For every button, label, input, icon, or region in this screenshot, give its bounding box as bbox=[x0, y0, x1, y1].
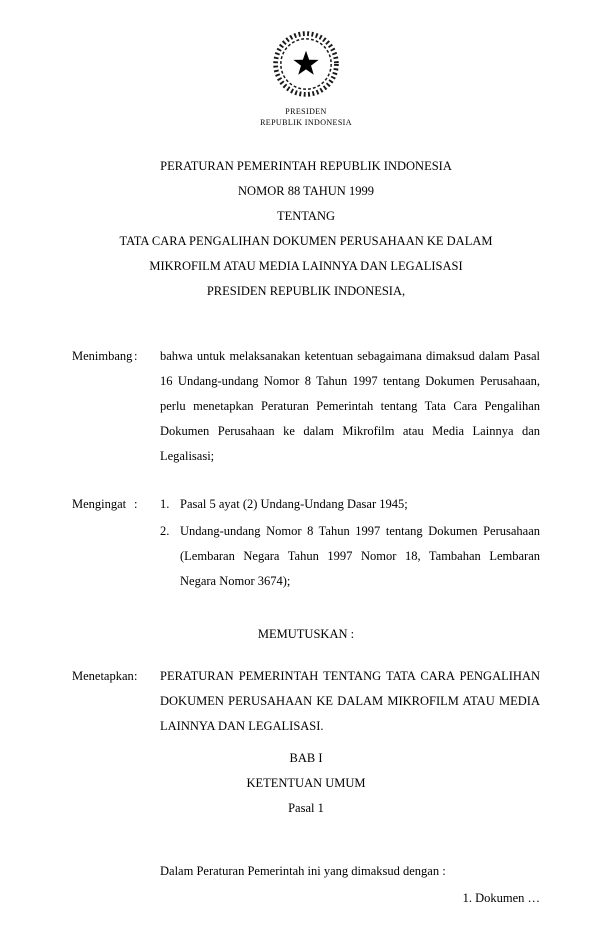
title-line-presiden: PRESIDEN REPUBLIK INDONESIA, bbox=[206, 284, 406, 298]
title-line-nomor: NOMOR 88 TAHUN 1999 bbox=[238, 184, 374, 198]
clause-colon: : bbox=[134, 669, 138, 683]
document-title bbox=[0, 154, 612, 304]
clause-label: Mengingat bbox=[72, 497, 127, 511]
memutuskan-heading: MEMUTUSKAN : bbox=[257, 627, 355, 641]
title-line-subject-2: MIKROFILM ATAU MEDIA LAINNYA DAN LEGALISASI bbox=[149, 259, 463, 273]
title-line-subject-1: TATA CARA PENGALIHAN DOKUMEN PERUSAHAAN KE DALAM bbox=[119, 234, 493, 248]
page-catchword: 1. Dokumen … bbox=[462, 891, 540, 905]
chapter-heading bbox=[0, 746, 612, 821]
list-item-text: Undang-undang Nomor 8 Tahun 1997 tentang Dokumen Perusahaan (Lembaran Negara Tahun 1997 Nomor 18, Tambahan Lembaran Negara Nomor 3674); bbox=[180, 524, 540, 588]
title-line-tentang: TENTANG bbox=[276, 209, 335, 223]
emblem-block bbox=[0, 0, 612, 128]
clause-mengingat bbox=[72, 492, 540, 594]
pasal-intro-text: Dalam Peraturan Pemerintah ini yang dimaksud dengan : bbox=[160, 864, 446, 878]
clause-label: Menimbang bbox=[72, 349, 133, 363]
emblem-caption-presiden: PRESIDEN bbox=[285, 107, 327, 116]
list-item-number: 1. bbox=[160, 497, 170, 511]
list-item bbox=[160, 492, 540, 517]
clause-menetapkan bbox=[72, 664, 540, 739]
clause-colon: : bbox=[134, 349, 138, 363]
list-item-number: 2. bbox=[160, 524, 170, 538]
clause-text: PERATURAN PEMERINTAH TENTANG TATA CARA PENGALIHAN DOKUMEN PERUSAHAAN KE DALAM MIKROFILM ATAU MEDIA LAINNYA DAN LEGALISASI. bbox=[160, 669, 540, 733]
pasal-number: Pasal 1 bbox=[288, 801, 324, 815]
clause-text: bahwa untuk melaksanakan ketentuan sebagaimana dimaksud dalam Pasal 16 Undang-undang Nomor 8 Tahun 1997 tentang Dokumen Perusahaan, perlu menetapkan Peraturan Pemerintah tentang Tata Cara Pengalihan Dokumen Perusahaan ke dalam Mikrofilm atau Media Lainnya dan Legalisasi; bbox=[160, 349, 540, 463]
state-emblem-icon bbox=[266, 26, 346, 102]
star-icon bbox=[293, 51, 318, 75]
bab-number: BAB I bbox=[289, 751, 323, 765]
list-item bbox=[160, 519, 540, 594]
emblem-caption-republik: REPUBLIK INDONESIA bbox=[260, 118, 352, 127]
clause-label: Menetapkan bbox=[72, 669, 134, 683]
title-line-peraturan: PERATURAN PEMERINTAH REPUBLIK INDONESIA bbox=[160, 159, 452, 173]
list-item-text: Pasal 5 ayat (2) Undang-Undang Dasar 1945; bbox=[180, 497, 408, 511]
clause-colon: : bbox=[134, 497, 138, 511]
bab-title: KETENTUAN UMUM bbox=[246, 776, 366, 790]
clause-menimbang bbox=[72, 344, 540, 469]
